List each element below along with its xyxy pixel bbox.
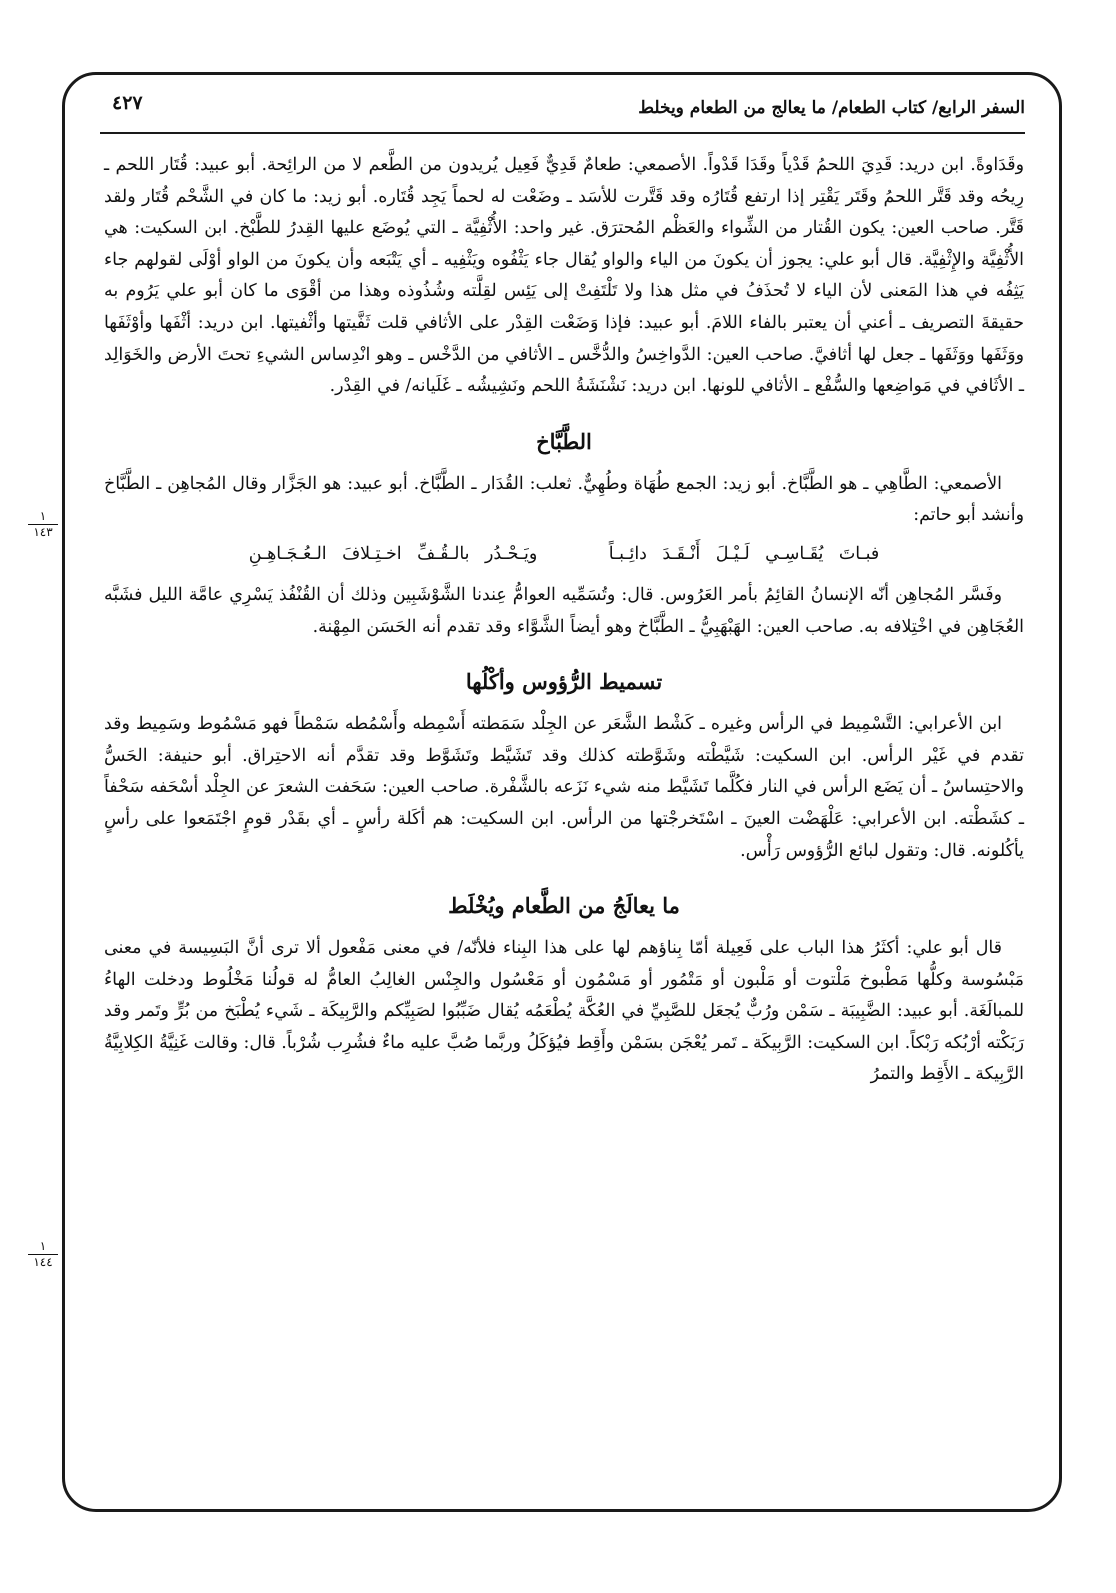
paragraph: قال أبو علي: أكثَرُ هذا الباب على فَعِيلة أمّا بِناؤهم لها على هذا البِناء فلأنّه/ في معنى مَفْعول ألا ترى أنَّ البَسِيسة في معنى مَبْسُوسة وكلُّها مَطْبوخ مَلْتوت أو مَلْبون أو مَتْمُور أو مَسْمُون أو مَعْسُول والجِنْس الغالِبُ العامُّ له قولُنا مَخْلُوط ودخلت الهاءُ للمبالَغَة. أبو عبيد: الضَّبِيبَة ـ سَمْن ورُبٌّ يُجعَل للصَّبِيِّ في العُكَّة يُطْعَمُه يُقال ضَبِّبُوا لصَبِيِّكم والرَّبِيكَة ـ شَيء يُطْبَخ من بُرٍّ وتَمر وقد رَبَكْته أرْبُكه رَبْكاً. ابن السكيت: الرَّبِيكَة ـ تَمر يُعْجَن بسَمْن وأَقِط فيُؤكَلُ وربَّما صُبَّ عليه ماءٌ فشُرِب شُرْباً. قال: وقالت غَنِيَّةُ الكِلابِيَّةُ الرَّبِيكة ـ الأَقِط والتمرُ (104, 938, 1024, 1085)
margin-folio-mark: ١ ١٤٤ (28, 1240, 58, 1269)
section-heading: الطَّبَّاخ (536, 428, 592, 454)
paragraph: وفَسَّر المُجاهِن أنّه الإنسانُ القائِمُ بأمر العَرُوس. قال: وتُسَمِّيه العوامُّ عِندنا الشَّوْشَبِين وذلك أن القُنْفُذ يَسْرِي عامَّة الليل فشَبَّه العُجَاهِن في اخْتِلافه به. صاحب العين: الهَبْهَبِيُّ ـ الطَّبَّاخ وهو أيضاً الشَّوَّاء وقد تقدم أنه الحَسَن المِهْنة. (104, 584, 1024, 637)
section-heading: تسميط الرُّؤوس وأكْلُها (465, 669, 663, 695)
poetry-verse (104, 538, 1024, 570)
section-heading: ما يعالَجُ من الطَّعام ويُخْلَط (448, 893, 680, 919)
running-title: السفر الرابع/ كتاب الطعام/ ما يعالج من الطعام ويخلط (638, 98, 1025, 118)
paragraph: وقَدَاوةً. ابن دريد: قَدِيَ اللحمُ قَدْياً وقَدَا قَدْواً. الأصمعي: طعامٌ قَدِيٌّ فَعِيل يُريدون من الطَّعم لا من الرائِحة. أبو عبيد: قُتَار اللحم ـ رِيحُه وقد قَتَّر اللحمُ وقَتَر يَقْتِر إذا ارتفع قُتَارُه وقد قَتَّرت للأسَد ـ وضَعْت له لحماً يَجِد قُتَاره. أبو زيد: ما كان في الشَّحْم قُتَار ولقد قَتَّر. صاحب العين: يكون القُتار من الشِّواء والعَظْم المُحترَق. غير واحد: الأُثْفِيَّة ـ التي يُوضَع عليها القِدرُ للطَّبْخ. ابن السكيت: هي الأُثْفِيَّة والإِثْفِيَّة. قال أبو علي: يجوز أن يكونَ من الياء والواو يُقال جاء يَثْفُوه ويَثْفِيه ـ أي يَتْبَعه وأن يكونَ من الواو أوْلَى لقولهم جاء يَثِفُه في هذا المَعنى لأن الياء لا تُحذَفُ في مثل هذا ولا تَلْتَفِتْ إلى يَئِس لقِلَّته وشُذُوذه وهذا من أقْوَى ما كان أبو علي يَرُوم به حقيقةَ التصريف ـ أعني أن يعتبر بالفاء اللامَ. أبو عبيد: فإذا وَضَعْت القِدْر على الأثافي قلت ثَفَّيتها وأثْفيتها. ابن دريد: أثْفَها وأوْثَفَها ووَثَفَها ووَثَفَها ـ جعل لها أثافيَّ. صاحب العين: الدَّواخِسُ والدُّخَّس ـ الأثافي من الدَّخْس ـ وهو انْدِساس الشيءِ تحتَ الأرض والخَوَالِد ـ الأثَافي في مَواضِعها والسُّفْع ـ الأثافي للونها. ابن دريد: نَشْنَشَةُ اللحم ونَشِيشُه ـ غَلَيانه/ في القِدْر. (104, 155, 1024, 397)
verse-first-hemistich: فبـاتَ يُقَـاسِـي لَـيْـلَ أَنْـقَـدَ دائِـبـاً (608, 543, 880, 564)
paragraph: ابن الأعرابي: التَّسْمِيط في الرأس وغيره ـ كَشْط الشَّعَر عن الجِلْد سَمَطته أَسْمِطه وأَسْمُطه سَمْطاً فهو مَسْمُوط وسَمِيط وقد تقدم في غَيْر الرأس. ابن السكيت: شَيَّطْته وشَوَّطته كذلك وقد تَشَيَّط وتَشَوَّط وقد تقدَّم أنه الاحتِراق. أبو حنيفة: الحَسُّ والاحتِساسُ ـ أن يَضَع الرأس في النار فكُلَّما تَشَيَّط منه شيء نَزَعه بالشَّفْرة. صاحب العين: سَحَفت الشعرَ عن الجِلْد أسْحَفه سَحْفاً ـ كشَطْته. ابن الأعرابي: عَلْهَضْت العينَ ـ اسْتَخرجْتها من الرأس. ابن السكيت: هم أكَلة رأسٍ ـ أي بقَدْر قومٍ اجْتَمَعوا على رأسٍ يأكُلونه. قال: وتقول لبائع الرُّؤوس رَأْس. (104, 714, 1024, 861)
page-body (104, 150, 1024, 1502)
page-header (100, 88, 1025, 134)
paragraph: الأصمعي: الطَّاهِي ـ هو الطَّبَّاخ. أبو زيد: الجمع طُهَاة وطُهِيٌّ. ثعلب: القُدَار ـ الطَّبَّاخ. أبو عبيد: هو الجَزَّار وقال المُجاهِن ـ الطَّبَّاخ وأنشد أبو حاتم: (104, 473, 1024, 526)
margin-folio-mark: ١ ١٤٣ (28, 510, 58, 539)
page-number: ٤٢٧ (112, 92, 143, 114)
verse-second-hemistich: ويَـحْـدُر بالـقُـفِّ اخـتِـلافَ الـعُـجَـاهِـنِ (248, 543, 538, 564)
